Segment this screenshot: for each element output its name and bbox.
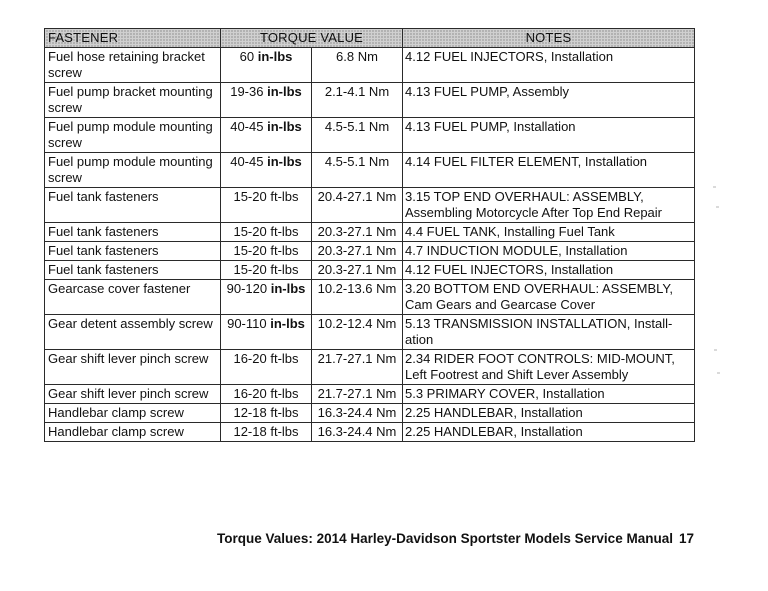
torque-value: 15-20 [233,262,267,277]
torque-value: 19-36 [230,84,264,99]
torque-unit: ft-lbs [270,189,299,204]
metric-torque-cell: 20.3-27.1 Nm [312,261,403,280]
notes-cell: 4.14 FUEL FILTER ELEMENT, Installation [403,153,695,188]
metric-torque-cell: 20.3-27.1 Nm [312,223,403,242]
torque-unit: in-lbs [267,119,302,134]
torque-unit: in-lbs [267,154,302,169]
torque-value-cell [221,223,312,242]
notes-column-header: NOTES [403,29,695,48]
torque-value-cell [221,350,312,385]
fastener-cell: Gear shift lever pinch screw [45,385,221,404]
table-row [45,188,695,223]
notes-cell: 2.25 HANDLEBAR, Installation [403,423,695,442]
torque-unit: in-lbs [267,84,302,99]
table-row [45,242,695,261]
torque-value: 90-110 [227,316,267,331]
scan-speck [714,349,717,351]
fastener-cell: Fuel tank fasteners [45,242,221,261]
fastener-cell: Handlebar clamp screw [45,404,221,423]
torque-value-cell [221,261,312,280]
torque-value-column-header: TORQUE VALUE [221,29,403,48]
torque-unit: ft-lbs [270,424,299,439]
torque-value: 15-20 [233,224,267,239]
metric-torque-cell: 2.1-4.1 Nm [312,83,403,118]
notes-cell: 5.3 PRIMARY COVER, Installation [403,385,695,404]
torque-value-cell [221,315,312,350]
table-header-row [45,29,695,48]
torque-value-cell [221,280,312,315]
table-row [45,118,695,153]
torque-value-cell [221,404,312,423]
table-row [45,261,695,280]
page-number: 17 [678,531,694,546]
torque-value: 90-120 [226,281,268,296]
torque-value-cell [221,385,312,404]
torque-value: 60 [239,49,255,64]
notes-cell: 4.12 FUEL INJECTORS, Installation [403,48,695,83]
scan-speck [716,206,719,208]
torque-unit: ft-lbs [270,351,299,366]
torque-unit: in-lbs [270,316,305,331]
metric-torque-cell: 4.5-5.1 Nm [312,153,403,188]
torque-unit: ft-lbs [270,262,299,277]
torque-value-cell [221,118,312,153]
notes-cell: 4.13 FUEL PUMP, Assembly [403,83,695,118]
torque-unit: ft-lbs [270,243,299,258]
page-footer [194,531,694,546]
torque-unit: ft-lbs [270,224,299,239]
notes-cell: 2.25 HANDLEBAR, Installation [403,404,695,423]
notes-cell: 4.7 INDUCTION MODULE, Installation [403,242,695,261]
torque-unit: in-lbs [270,281,306,296]
fastener-cell: Gear detent assembly screw [45,315,221,350]
table-row [45,315,695,350]
fastener-cell: Fuel tank fasteners [45,188,221,223]
torque-values-table [44,28,695,442]
scan-speck [717,372,720,374]
fastener-cell: Fuel tank fasteners [45,261,221,280]
scan-speck [713,186,716,188]
torque-value: 15-20 [233,243,267,258]
torque-value-cell [221,242,312,261]
table-row [45,350,695,385]
fastener-cell: Gearcase cover fastener [45,280,221,315]
torque-value-cell [221,48,312,83]
table-body [45,48,695,442]
fastener-cell: Fuel tank fasteners [45,223,221,242]
torque-value: 15-20 [233,189,267,204]
table-row [45,385,695,404]
notes-cell: 3.20 BOTTOM END OVERHAUL: ASSEMBLY, Cam Gears and Gearcase Cover [403,280,695,315]
table-row [45,48,695,83]
torque-value: 16-20 [233,351,267,366]
fastener-column-header: FASTENER [45,29,221,48]
fastener-cell: Fuel pump module mounting screw [45,153,221,188]
torque-value: 40-45 [230,119,264,134]
fastener-cell: Fuel pump module mounting screw [45,118,221,153]
table-row [45,83,695,118]
torque-value: 12-18 [233,424,267,439]
torque-unit: in-lbs [257,49,293,64]
metric-torque-cell: 16.3-24.4 Nm [312,404,403,423]
metric-torque-cell: 16.3-24.4 Nm [312,423,403,442]
table-row [45,423,695,442]
torque-value: 40-45 [230,154,264,169]
torque-value-cell [221,83,312,118]
torque-value: 12-18 [233,405,267,420]
notes-cell: 4.12 FUEL INJECTORS, Installation [403,261,695,280]
fastener-cell: Fuel hose retaining bracket screw [45,48,221,83]
torque-value: 16-20 [233,386,267,401]
notes-cell: 2.34 RIDER FOOT CONTROLS: MID-MOUNT, Left Footrest and Shift Lever Assembly [403,350,695,385]
torque-value-cell [221,423,312,442]
metric-torque-cell: 10.2-12.4 Nm [312,315,403,350]
table-row [45,153,695,188]
torque-value-cell [221,188,312,223]
metric-torque-cell: 21.7-27.1 Nm [312,350,403,385]
table-row [45,280,695,315]
metric-torque-cell: 20.4-27.1 Nm [312,188,403,223]
notes-cell: 3.15 TOP END OVERHAUL: ASSEMBLY, Assembling Motorcycle After Top End Repair [403,188,695,223]
footer-title: Torque Values: 2014 Harley-Davidson Sportster Models Service Manual [217,531,673,546]
fastener-cell: Fuel pump bracket mounting screw [45,83,221,118]
metric-torque-cell: 10.2-13.6 Nm [312,280,403,315]
metric-torque-cell: 6.8 Nm [312,48,403,83]
torque-value-cell [221,153,312,188]
metric-torque-cell: 4.5-5.1 Nm [312,118,403,153]
table-row [45,404,695,423]
table-row [45,223,695,242]
notes-cell: 4.4 FUEL TANK, Installing Fuel Tank [403,223,695,242]
fastener-cell: Gear shift lever pinch screw [45,350,221,385]
metric-torque-cell: 21.7-27.1 Nm [312,385,403,404]
notes-cell: 5.13 TRANSMISSION INSTALLATION, Install-ation [403,315,695,350]
metric-torque-cell: 20.3-27.1 Nm [312,242,403,261]
fastener-cell: Handlebar clamp screw [45,423,221,442]
torque-unit: ft-lbs [270,405,299,420]
notes-cell: 4.13 FUEL PUMP, Installation [403,118,695,153]
torque-unit: ft-lbs [270,386,299,401]
